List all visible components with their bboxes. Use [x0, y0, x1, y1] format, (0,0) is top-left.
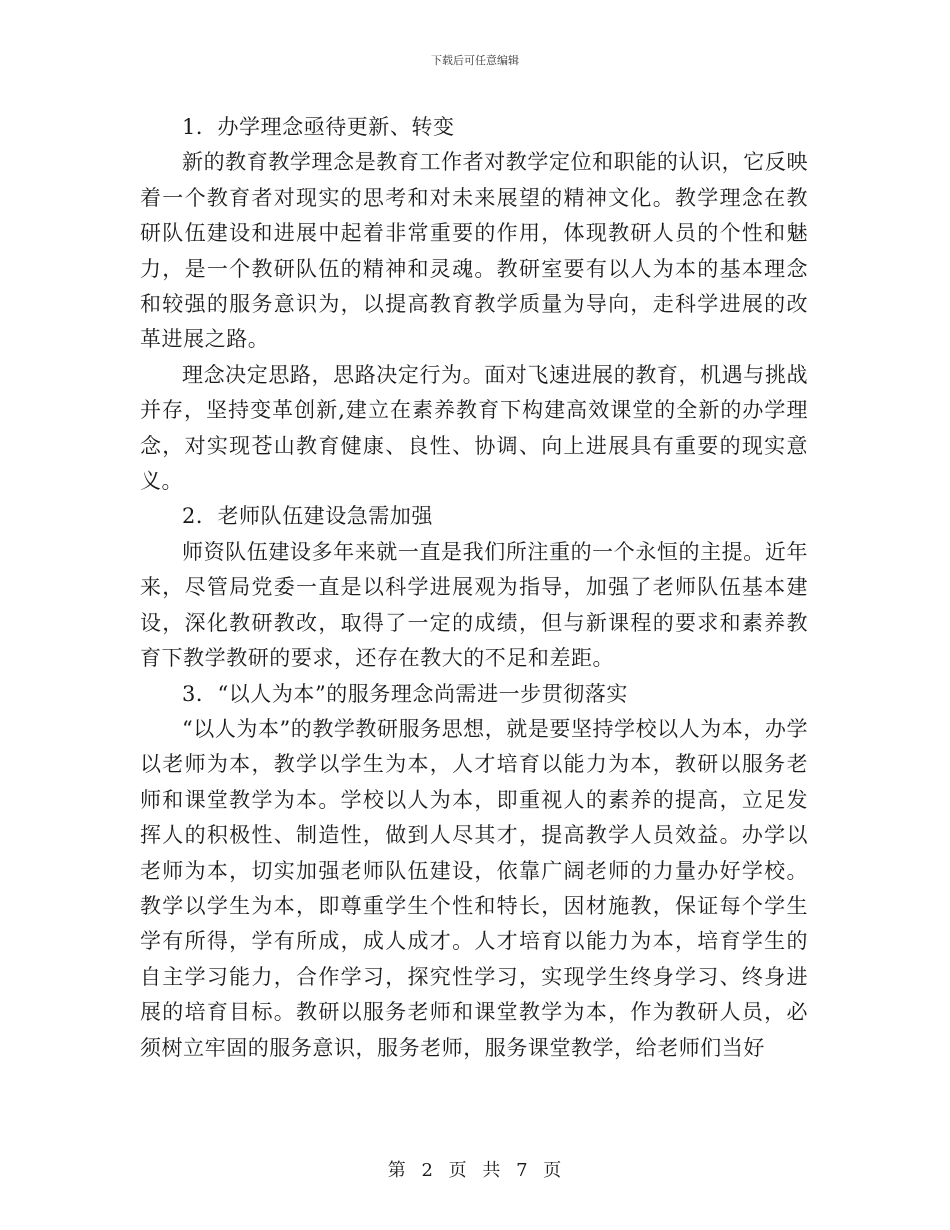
footer-word: 页	[543, 1160, 563, 1181]
section-heading-3: 3．“以人为本”的服务理念尚需进一步贯彻落实	[182, 681, 628, 706]
footer-word: 第	[387, 1160, 407, 1181]
paragraph: “以人为本”的教学教研服务思想，就是要坚持学校以人为本，办学以老师为本，教学以学生为本，人才培育以能力为本，教研以服务老师和课堂教学为本。学校以人为本，即重视人的素养的提高，立足发挥人的积极性、制造性，做到人尽其才，提高教学人员效益。办学以老师为本，切实加强老师队伍建设，依靠广阔老师的力量办好学校。教学以学生为本，即尊重学生个性和特长，因材施教，保证每个学生学有所得，学有所成，成人成才。人才培育以能力为本，培育学生的自主学习能力，合作学习，探究性学习，实现学生终身学习、终身进展的培育目标。教研以服务老师和课堂教学为本，作为教研人员，必须树立牢固的服务意识，服务老师，服务课堂教学，给老师们当好	[140, 716, 808, 1060]
total-pages: 7	[516, 1160, 529, 1181]
page-number: 2	[421, 1160, 434, 1181]
paragraph: 新的教育教学理念是教育工作者对教学定位和职能的认识，它反映着一个教育者对现实的思考和对未来展望的精神文化。教学理念在教研队伍建设和进展中起着非常重要的作用，体现教研人员的个性和魅力，是一个教研队伍的精神和灵魂。教研室要有以人为本的基本理念和较强的服务意识为，以提高教育教学质量为导向，走科学进展的改革进展之路。	[140, 150, 808, 352]
page-footer	[0, 1156, 950, 1182]
footer-word: 页	[448, 1160, 468, 1181]
section-heading-1: 1．办学理念亟待更新、转变	[182, 115, 455, 139]
section-heading-2: 2．老师队伍建设急需加强	[182, 504, 433, 529]
paragraph: 理念决定思路，思路决定行为。面对飞速进展的教育，机遇与挑战并存，坚持变革创新,建立在素养教育下构建高效课堂的全新的办学理念，对实现苍山教育健康、良性、协调、向上进展具有重要的现实意义。	[140, 362, 808, 494]
document-body	[140, 110, 808, 1066]
footer-word: 共	[482, 1160, 502, 1181]
page-header: 下载后可任意编辑	[431, 54, 519, 67]
paragraph: 师资队伍建设多年来就一直是我们所注重的一个永恒的主提。近年来，尽管局党委一直是以科学进展观为指导，加强了老师队伍基本建设，深化教研教改，取得了一定的成绩，但与新课程的要求和素养教育下教学教研的要求，还存在教大的不足和差距。	[140, 539, 808, 671]
